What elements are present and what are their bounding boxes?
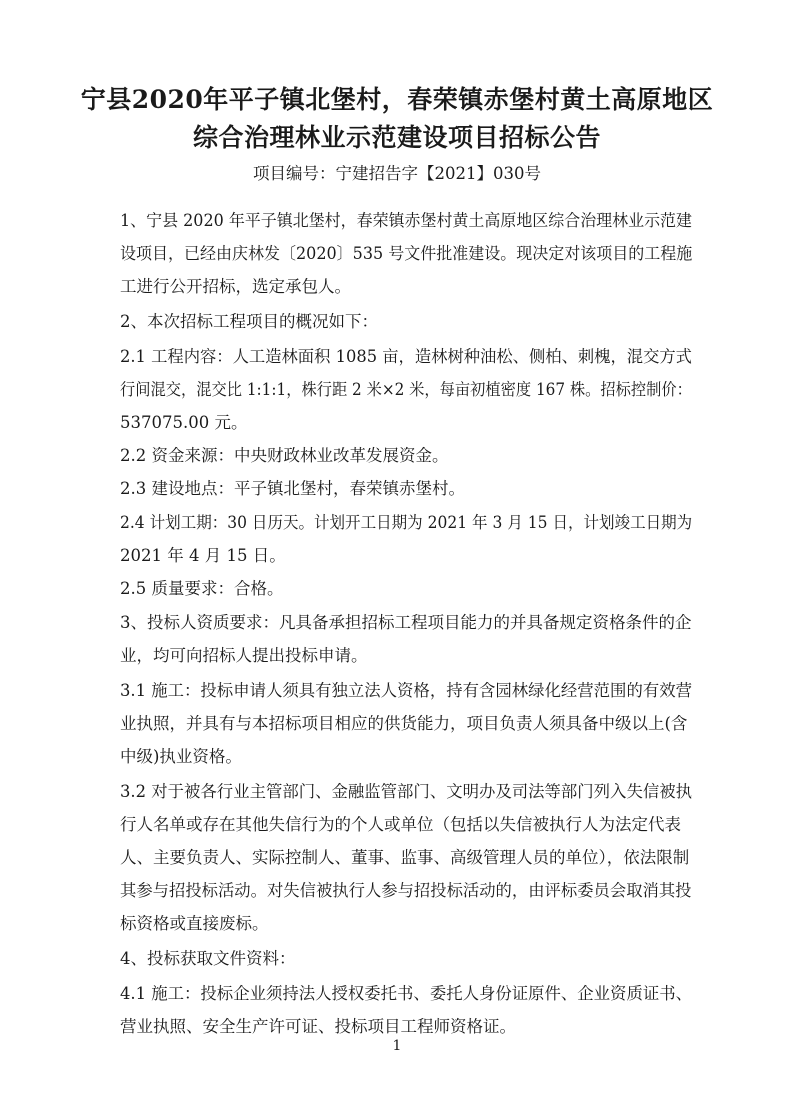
paragraph-line: 2021 年 4 月 15 日。 <box>120 546 286 565</box>
paragraph-line: 3.2 对于被各行业主管部门、金融监管部门、文明办及司法等部门列入失信被执 <box>120 782 692 801</box>
page-number: 1 <box>392 1038 402 1054</box>
paragraph-line: 业执照，并具有与本招标项目相应的供货能力，项目负责人须具备中级以上(含 <box>120 714 688 733</box>
paragraph-line: 2.4 计划工期：30 日历天。计划开工日期为 2021 年 3 月 15 日，计划竣工日期为 <box>120 513 693 532</box>
paragraph-line: 4.1 施工：投标企业须持法人授权委托书、委托人身份证原件、企业资质证书、 <box>120 984 692 1003</box>
paragraph-line: 2.1 工程内容：人工造林面积 1085 亩，造林树种油松、侧柏、刺槐，混交方式 <box>120 347 692 366</box>
paragraph-line: 1、宁县 2020 年平子镇北堡村，春荣镇赤堡村黄土高原地区综合治理林业示范建 <box>120 211 692 230</box>
paragraph-line: 3.1 施工：投标申请人须具有独立法人资格，持有含园林绿化经营范围的有效营 <box>120 681 692 700</box>
paragraph-line: 设项目，已经由庆林发〔2020〕535 号文件批准建设。现决定对该项目的工程施 <box>120 244 693 263</box>
title-line-1: 宁县2020年平子镇北堡村，春荣镇赤堡村黄土高原地区 <box>80 85 714 114</box>
paragraph-line: 537075.00 元。 <box>120 413 248 432</box>
paragraph-line: 业，均可向招标人提出投标申请。 <box>120 646 368 665</box>
title-line-2: 综合治理林业示范建设项目招标公告 <box>192 123 601 152</box>
paragraph-line: 3、投标人资质要求：凡具备承担招标工程项目能力的并具备规定资格条件的企 <box>120 613 692 632</box>
paragraph-line: 中级)执业资格。 <box>120 747 242 766</box>
paragraph-line: 行人名单或存在其他失信行为的个人或单位（包括以失信被执行人为法定代表 <box>120 815 681 834</box>
paragraph-line: 2.5 质量要求：合格。 <box>120 579 284 598</box>
paragraph-line: 2.2 资金来源：中央财政林业改革发展资金。 <box>120 446 449 465</box>
paragraph-line: 标资格或直接废标。 <box>120 914 269 933</box>
paragraph-line: 工进行公开招标，选定承包人。 <box>120 277 351 296</box>
paragraph-line: 4、投标获取文件资料： <box>120 949 296 968</box>
paragraph-line: 营业执照、安全生产许可证、投标项目工程师资格证。 <box>120 1017 516 1036</box>
project-number: 项目编号：宁建招告字【2021】030号 <box>253 164 541 183</box>
paragraph-line: 2.3 建设地点：平子镇北堡村，春荣镇赤堡村。 <box>120 479 465 498</box>
paragraph-line: 其参与招投标活动。对失信被执行人参与招投标活动的，由评标委员会取消其投 <box>120 881 692 900</box>
paragraph-line: 2、本次招标工程项目的概况如下： <box>120 312 378 331</box>
paragraph-line: 行间混交，混交比 1:1:1，株行距 2 米×2 米，每亩初植密度 167 株。招标控制价： <box>120 380 692 399</box>
paragraph-line: 人、主要负责人、实际控制人、董事、监事、高级管理人员的单位），依法限制 <box>120 848 690 867</box>
